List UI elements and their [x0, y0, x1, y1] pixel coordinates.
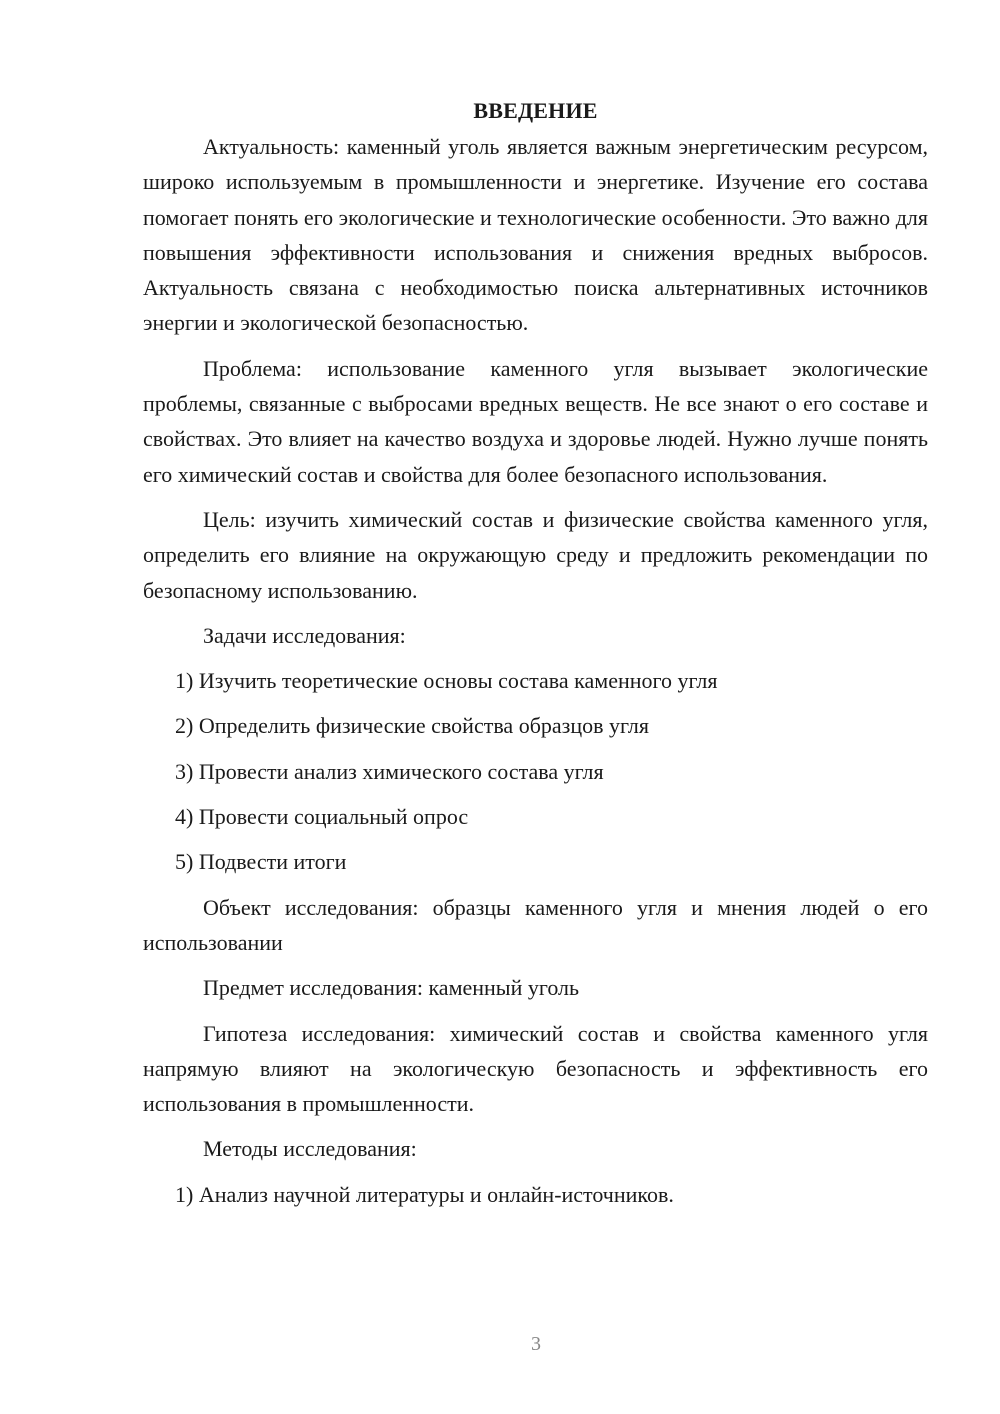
- task-item: 3) Провести анализ химического состава угля: [175, 758, 604, 784]
- subject-paragraph: Предмет исследования: каменный уголь: [203, 975, 580, 1001]
- relevance-paragraph: Актуальность: каменный уголь является важным энергетическим ресурсом, широко используемым в промышленности и энергетике. Изучение его состава помогает понять его экологические и технологические особенности. Это важно для повышения эффективности использования и снижения вредных выбросов. Актуальность связана с необходимостью поиска альтернативных источников энергии и экологической безопасностью.: [143, 134, 928, 336]
- page-number: 3: [531, 1333, 541, 1355]
- page-content: [143, 93, 928, 1222]
- methods-heading: Методы исследования:: [203, 1136, 417, 1162]
- task-item: 1) Изучить теоретические основы состава каменного угля: [175, 668, 718, 694]
- object-paragraph: Объект исследования: образцы каменного угля и мнения людей о его использовании: [143, 894, 928, 955]
- tasks-heading: Задачи исследования:: [203, 622, 406, 648]
- task-item: 2) Определить физические свойства образцов угля: [175, 713, 650, 739]
- hypothesis-paragraph: Гипотеза исследования: химический состав и свойства каменного угля напрямую влияют на экологическую безопасность и эффективность его использования в промышленности.: [143, 1020, 928, 1117]
- goal-paragraph: Цель: изучить химический состав и физические свойства каменного угля, определить его влияние на окружающую среду и предложить рекомендации по безопасному использованию.: [143, 506, 928, 603]
- section-title: ВВЕДЕНИЕ: [473, 98, 598, 123]
- task-item: 4) Провести социальный опрос: [175, 804, 469, 830]
- method-item: 1) Анализ научной литературы и онлайн-источников.: [175, 1181, 674, 1207]
- problem-paragraph: Проблема: использование каменного угля вызывает экологические проблемы, связанные с выбросами вредных веществ. Не все знают о его составе и свойствах. Это влияет на качество воздуха и здоровье людей. Нужно лучше понять его химический состав и свойства для более безопасного использования.: [143, 355, 928, 487]
- task-item: 5) Подвести итоги: [175, 849, 347, 875]
